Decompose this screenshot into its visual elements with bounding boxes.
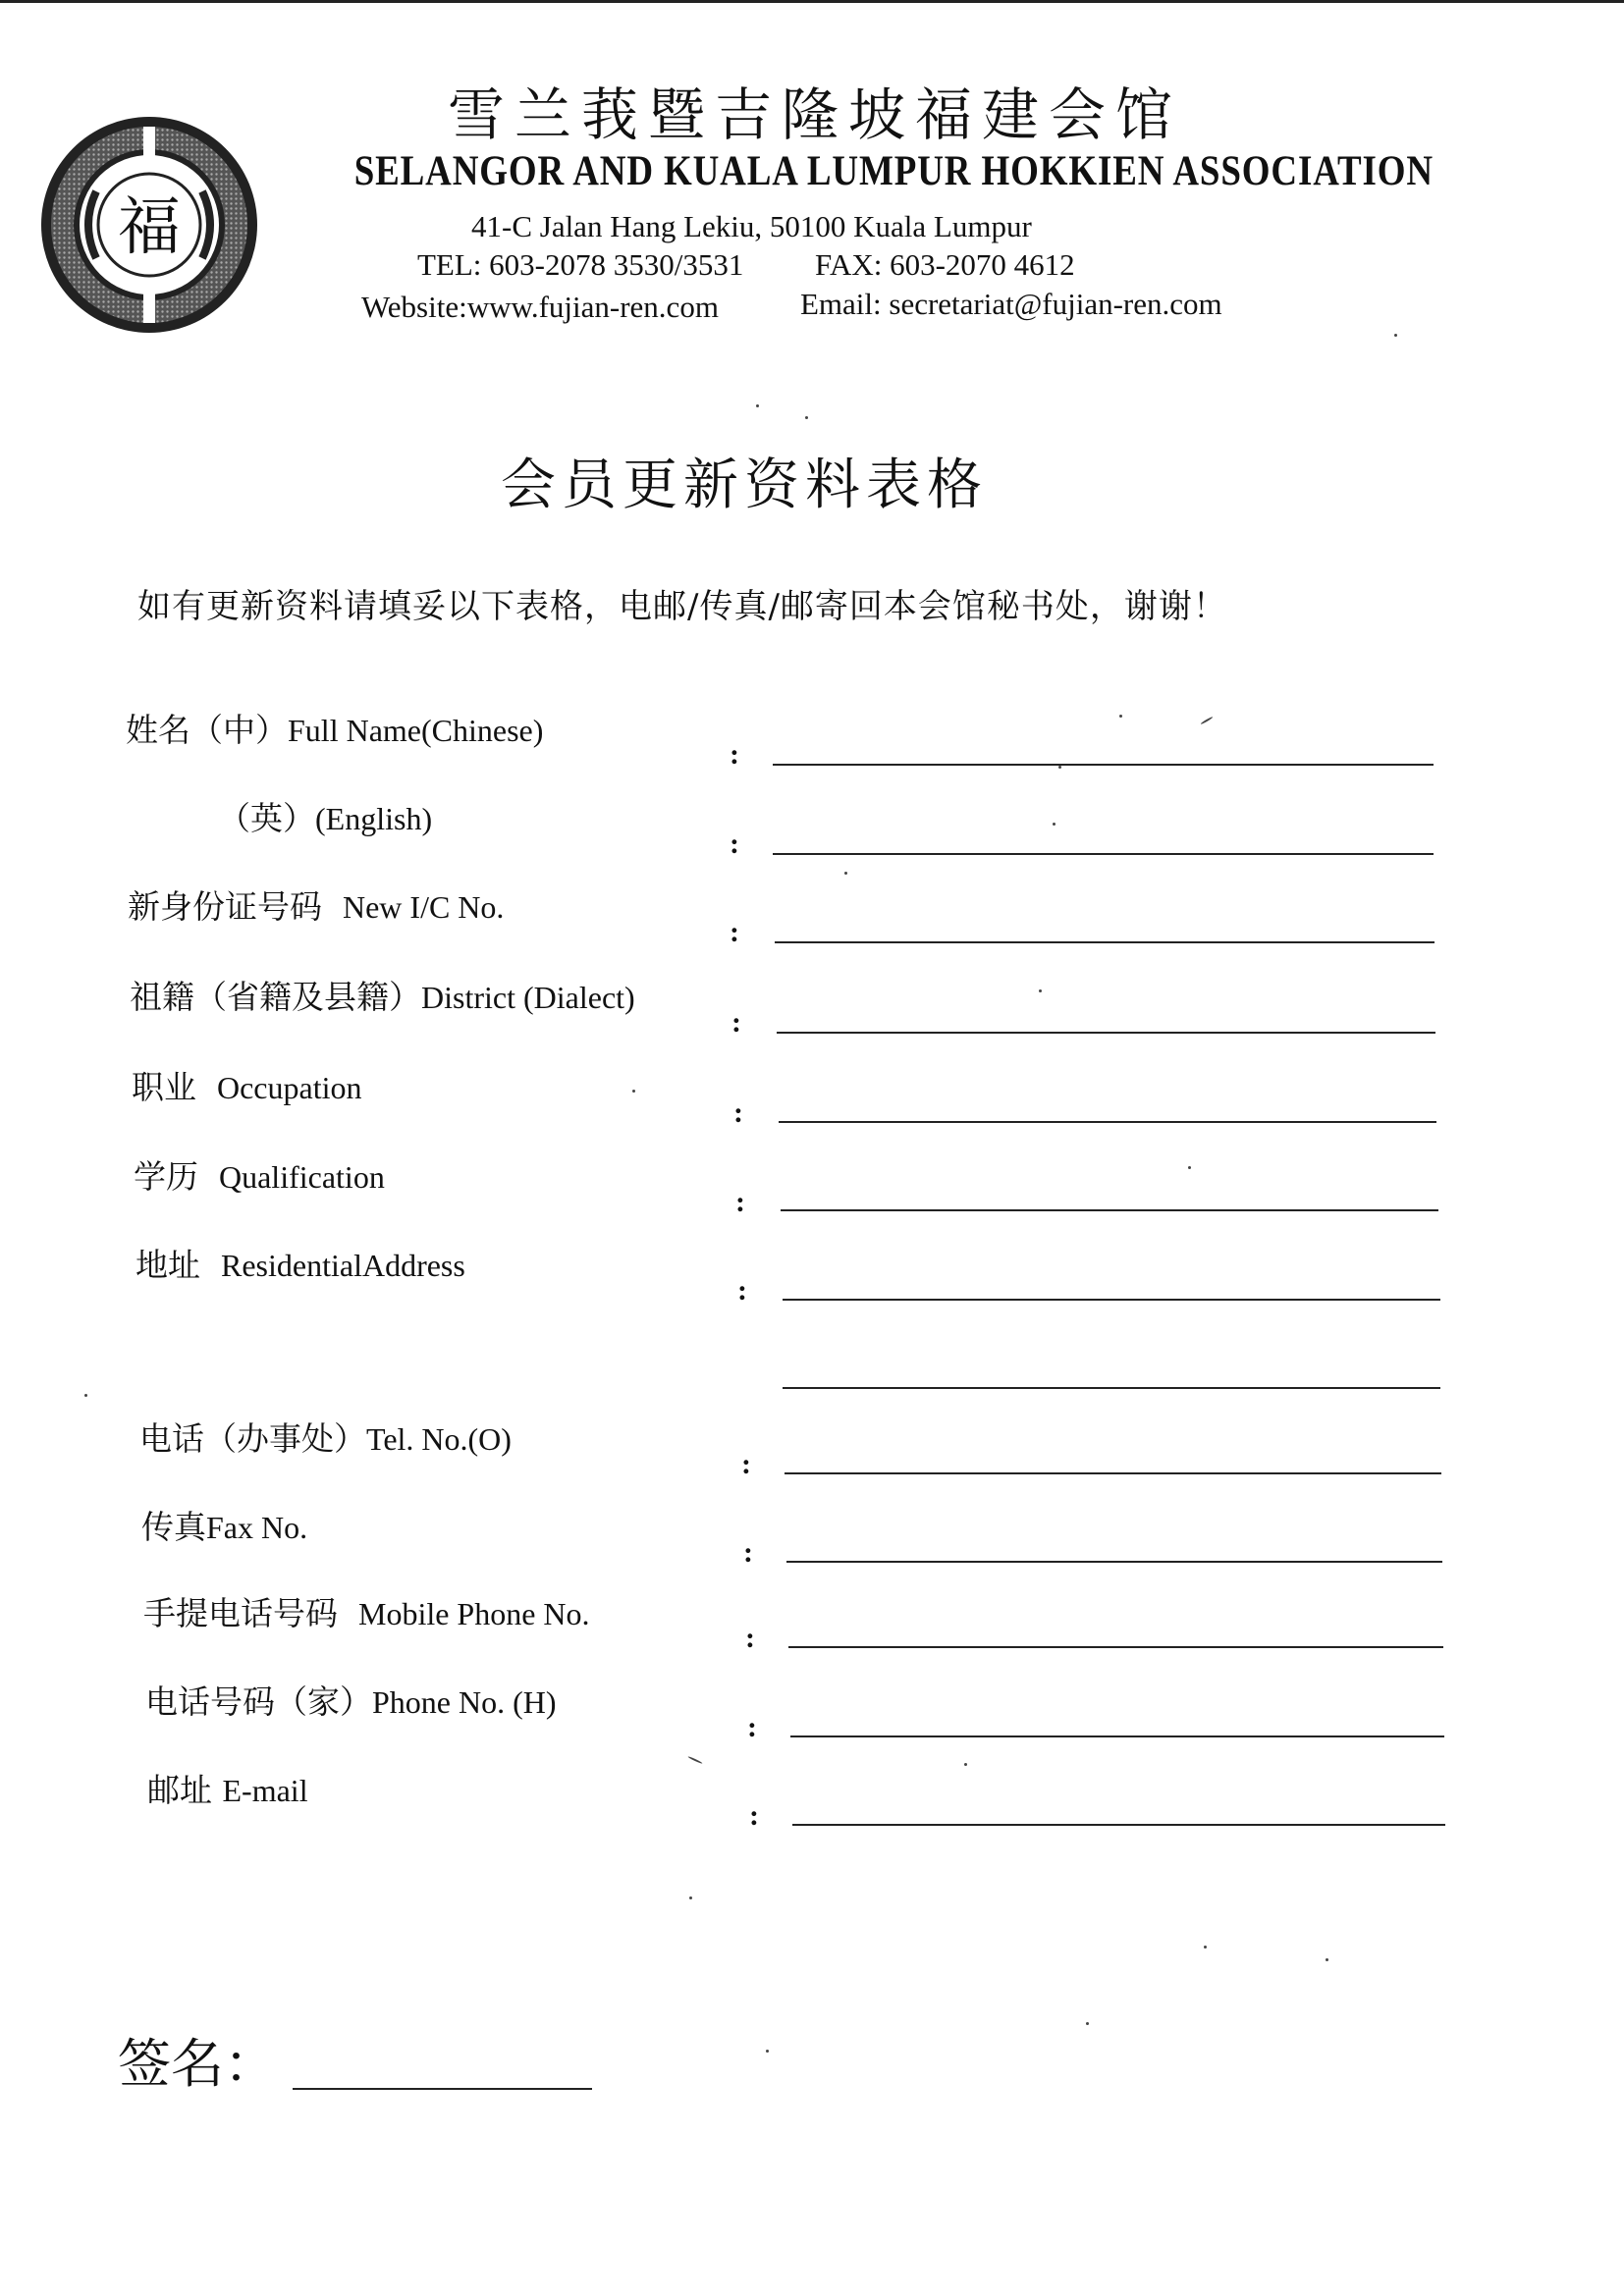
field-line-tel-office[interactable] [785, 1472, 1441, 1474]
field-label-phone-home: 电话号码（家）Phone No. (H) [145, 1682, 557, 1721]
association-email: Email: secretariat@fujian-ren.com [800, 287, 1222, 321]
field-label-mobile: 手提电话号码 Mobile Phone No. [143, 1594, 590, 1632]
scan-speck [632, 1090, 635, 1093]
field-label-name-english: （英）(English) [218, 799, 433, 837]
field-line-occupation[interactable] [779, 1121, 1436, 1123]
field-colon: : [733, 1096, 743, 1129]
field-colon: : [743, 1536, 753, 1569]
field-line-name-english[interactable] [773, 853, 1434, 855]
association-logo [37, 113, 261, 337]
association-name-chinese: 雪兰莪暨吉隆坡福建会馆 [447, 81, 1182, 148]
field-line-email[interactable] [792, 1824, 1445, 1826]
scan-speck [1204, 1946, 1207, 1949]
logo-character: 福 [118, 191, 181, 264]
field-label-district: 祖籍（省籍及县籍）District (Dialect) [130, 978, 635, 1016]
scan-speck [964, 1763, 967, 1766]
form-title: 会员更新资料表格 [501, 454, 988, 517]
field-line-ic-no[interactable] [775, 941, 1435, 943]
scan-speck [844, 872, 847, 875]
field-label-qualification: 学历 Qualification [134, 1157, 385, 1196]
scan-speck [687, 1756, 702, 1765]
scan-speck [1326, 1958, 1328, 1961]
field-colon: : [730, 828, 739, 860]
field-colon: : [749, 1799, 759, 1832]
scan-speck [689, 1896, 692, 1899]
field-line-phone-home[interactable] [790, 1735, 1444, 1737]
field-line-mobile[interactable] [788, 1646, 1443, 1648]
field-line-qualification[interactable] [781, 1209, 1438, 1211]
field-line-address-2[interactable] [783, 1387, 1440, 1389]
field-label-occupation: 职业 Occupation [132, 1068, 362, 1106]
field-line-address-1[interactable] [783, 1299, 1440, 1301]
scan-speck [1086, 2022, 1089, 2025]
field-label-fax: 传真Fax No. [141, 1508, 308, 1546]
field-colon: : [745, 1622, 755, 1654]
field-line-name-chinese[interactable] [773, 764, 1434, 766]
field-colon: : [741, 1448, 751, 1480]
association-address: 41-C Jalan Hang Lekiu, 50100 Kuala Lumpur [471, 209, 1032, 243]
signature-label: 签名： [118, 2033, 277, 2095]
field-label-email: 邮址 E-mail [147, 1771, 308, 1809]
field-label-tel-office: 电话（办事处）Tel. No.(O) [139, 1419, 512, 1458]
scan-speck [766, 2050, 769, 2053]
scan-speck [1039, 989, 1042, 992]
scan-speck [1188, 1166, 1191, 1169]
form-instruction: 如有更新资料请填妥以下表格，电邮/传真/邮寄回本会馆秘书处，谢谢！ [137, 587, 1227, 626]
signature-line[interactable] [293, 2088, 592, 2090]
field-label-address: 地址 ResidentialAddress [135, 1246, 465, 1284]
field-label-ic-no: 新身份证号码 New I/C No. [128, 887, 505, 926]
scan-speck [805, 416, 808, 419]
field-colon: : [730, 738, 739, 771]
field-colon: : [747, 1711, 757, 1743]
field-colon: : [731, 1006, 741, 1039]
scan-speck [1058, 766, 1061, 769]
page-top-border [0, 0, 1624, 3]
association-name-english: SELANGOR AND KUALA LUMPUR HOKKIEN ASSOCIATION [353, 148, 1434, 194]
scan-speck [1053, 823, 1056, 826]
scan-speck [1119, 715, 1122, 718]
scan-speck [1200, 717, 1213, 725]
field-colon: : [730, 916, 739, 948]
field-label-name-chinese: 姓名（中）Full Name(Chinese) [126, 711, 544, 749]
scan-speck [756, 404, 759, 407]
association-website: Website:www.fujian-ren.com [361, 290, 719, 324]
scan-speck [84, 1394, 87, 1397]
association-tel: TEL: 603-2078 3530/3531 [417, 247, 744, 282]
scan-speck [1394, 334, 1397, 337]
association-fax: FAX: 603-2070 4612 [815, 247, 1075, 282]
field-line-fax[interactable] [786, 1561, 1442, 1563]
field-colon: : [737, 1274, 747, 1307]
field-colon: : [735, 1186, 745, 1218]
field-line-district[interactable] [777, 1032, 1435, 1034]
